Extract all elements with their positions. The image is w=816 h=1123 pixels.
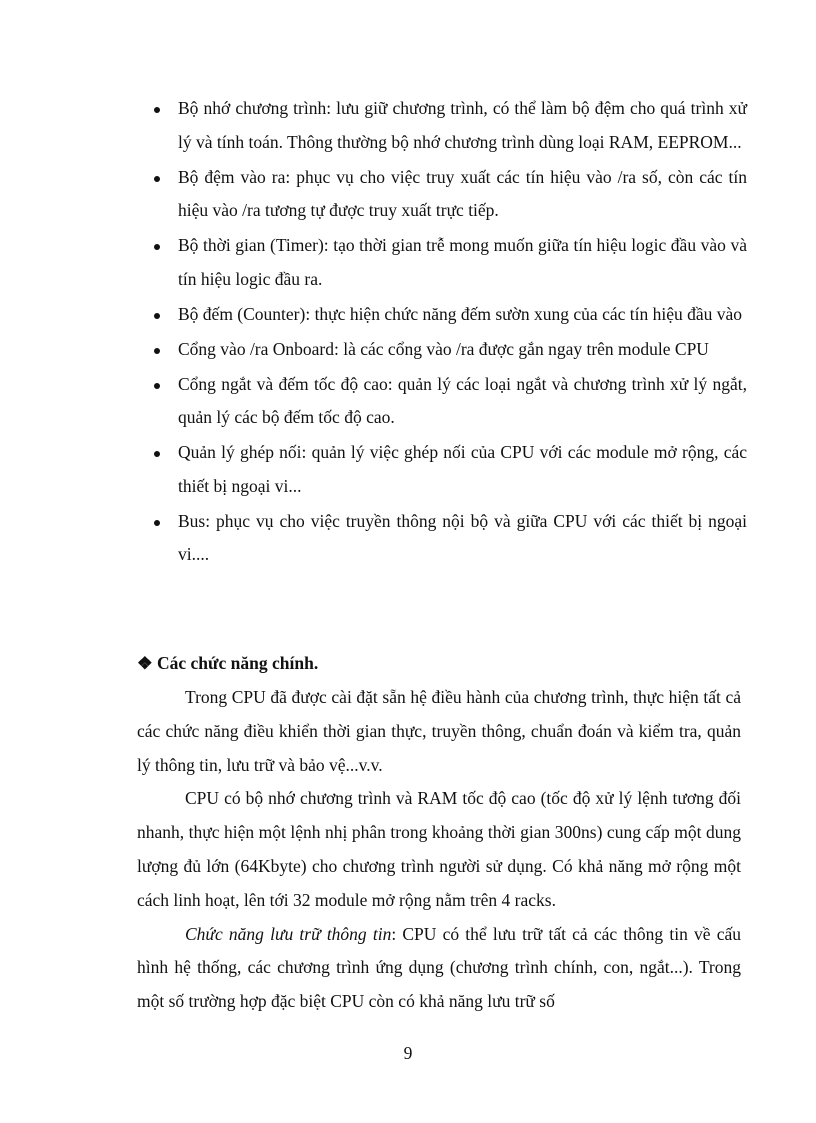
- bullet-dot-icon: [154, 451, 160, 457]
- page-number: 9: [403, 1043, 413, 1063]
- bullet-list: [152, 92, 747, 573]
- bullet-dot-icon: [154, 348, 160, 354]
- list-item: Cổng vào /ra Onboard: là các cổng vào /ra được gắn ngay trên module CPU: [152, 333, 747, 367]
- bullet-dot-icon: [154, 176, 160, 182]
- list-item: Bộ thời gian (Timer): tạo thời gian trễ mong muốn giữa tín hiệu logic đầu vào và tín hiệu logic đầu ra.: [152, 229, 747, 296]
- paragraph: CPU có bộ nhớ chương trình và RAM tốc độ cao (tốc độ xử lý lệnh tương đối nhanh, thực hiện một lệnh nhị phân trong khoảng thời gian 300ns) cung cấp một dung lượng đủ lớn (64Kbyte) cho chương trình người sử dụng. Có khả năng mở rộng một cách linh hoạt, lên tới 32 module mở rộng nằm trên 4 racks.: [137, 788, 741, 910]
- list-item: Bộ đệm vào ra: phục vụ cho việc truy xuất các tín hiệu vào /ra số, còn các tín hiệu vào /ra tương tự được truy xuất trực tiếp.: [152, 161, 747, 228]
- italic-term: Chức năng lưu trữ thông tin: [185, 923, 392, 944]
- list-item: Quản lý ghép nối: quản lý việc ghép nối của CPU với các module mở rộng, các thiết bị ngoại vi...: [152, 436, 747, 503]
- bullet-dot-icon: [154, 107, 160, 113]
- section-heading-text: Các chức năng chính.: [157, 653, 319, 673]
- bullet-dot-icon: [154, 244, 160, 250]
- diamond-bullet-icon: ❖: [137, 653, 153, 673]
- list-item: Cổng ngắt và đếm tốc độ cao: quản lý các loại ngắt và chương trình xử lý ngắt, quản lý các bộ đếm tốc độ cao.: [152, 368, 747, 435]
- list-item: Bus: phục vụ cho việc truyền thông nội bộ và giữa CPU với các thiết bị ngoại vi....: [152, 505, 747, 572]
- section-heading: [137, 651, 318, 675]
- list-item: Bộ nhớ chương trình: lưu giữ chương trình, có thể làm bộ đệm cho quá trình xử lý và tính toán. Thông thường bộ nhớ chương trình dùng loại RAM, EEPROM...: [152, 92, 747, 159]
- bullet-dot-icon: [154, 383, 160, 389]
- paragraph-continuation: : CPU có thể lưu trữ tất cả các thông tin về cấu hình hệ thống, các chương trình ứng dụng (chương trình chính, con, ngắt...). Trong một số trường hợp đặc biệt CPU còn có khả năng lưu trữ số: [137, 923, 741, 1012]
- body-text: [137, 681, 741, 1019]
- paragraph: [137, 918, 741, 1019]
- paragraph: Trong CPU đã được cài đặt sẵn hệ điều hành của chương trình, thực hiện tất cả các chức năng điều khiển thời gian thực, truyền thông, chuẩn đoán và kiểm tra, quản lý thông tin, lưu trữ và bảo vệ...v.v.: [137, 687, 741, 775]
- bullet-dot-icon: [154, 520, 160, 526]
- list-item: Bộ đếm (Counter): thực hiện chức năng đếm sườn xung của các tín hiệu đầu vào: [152, 298, 747, 332]
- bullet-dot-icon: [154, 313, 160, 319]
